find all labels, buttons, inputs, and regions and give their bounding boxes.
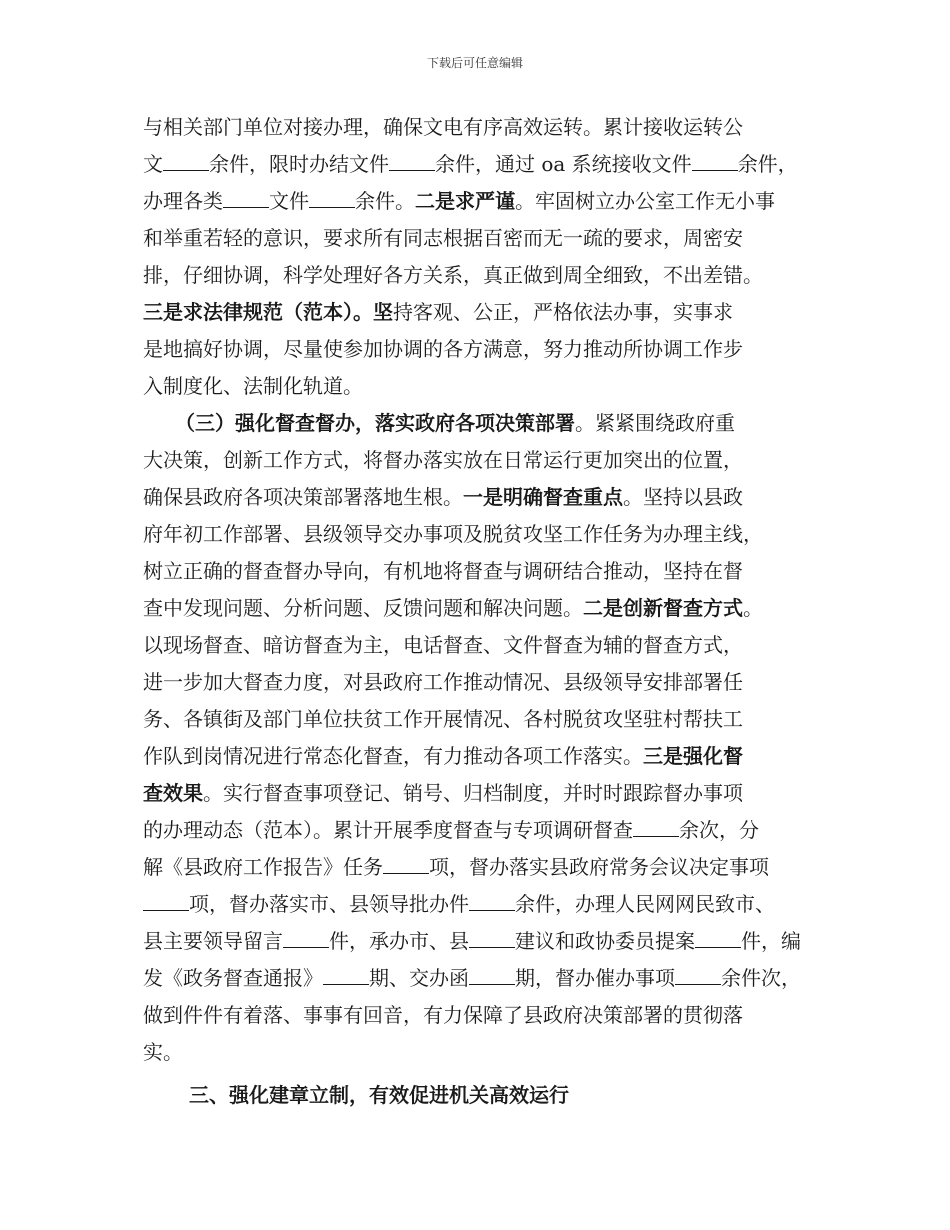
- text-run: 期，督办催办事项: [515, 966, 675, 990]
- text-run: 务、各镇街及部门单位扶贫工作开展情况、各村脱贫攻坚驻村帮扶工: [143, 707, 743, 731]
- text-run: 期、交办函: [369, 966, 469, 990]
- text-run: 和举重若轻的意识，要求所有同志根据百密而无一疏的要求，周密安: [143, 226, 743, 250]
- fill-in-blank: [223, 189, 269, 208]
- text-run: 余次，分: [679, 818, 759, 842]
- bold-text: 二是创新督查方式: [583, 596, 743, 620]
- text-run: 余件，限时办结文件: [209, 152, 389, 176]
- text-run: 查中发现问题、分析问题、反馈问题和解决问题。: [143, 596, 583, 620]
- text-run: 作队到岗情况进行常态化督查，有力推动各项工作落实。: [143, 744, 643, 768]
- text-run: 入制度化、法制化轨道。: [143, 374, 363, 398]
- text-line: [143, 183, 833, 220]
- fill-in-blank: [633, 818, 679, 837]
- text-line: [143, 109, 833, 146]
- text-run: 大决策，创新工作方式，将督办落实放在日常运行更加突出的位置，: [143, 448, 743, 472]
- text-line: [143, 479, 833, 516]
- text-line: [143, 442, 833, 479]
- text-run: 。实行督查事项登记、销号、归档制度，并时时跟踪督办事项: [203, 781, 743, 805]
- section-heading: 三、强化建章立制，有效促进机关高效运行: [189, 1083, 569, 1107]
- text-line: [143, 812, 833, 849]
- text-run: 是地搞好协调，尽量使参加协调的各方满意，努力推动所协调工作步: [143, 337, 743, 361]
- text-line: [143, 997, 833, 1034]
- fill-in-blank: [675, 966, 721, 985]
- text-run: 余件，: [737, 152, 798, 176]
- fill-in-blank: [469, 966, 515, 985]
- text-line: [143, 923, 833, 960]
- text-run: 办理各类: [143, 189, 223, 213]
- fill-in-blank: [163, 152, 209, 171]
- text-run: 文: [143, 152, 163, 176]
- text-line: [143, 553, 833, 590]
- text-run: 确保县政府各项决策部署落地生根。: [143, 485, 463, 509]
- fill-in-blank: [469, 892, 515, 911]
- text-line: [143, 701, 833, 738]
- text-line: [143, 331, 833, 368]
- text-line: [143, 516, 833, 553]
- fill-in-blank: [695, 929, 741, 948]
- paragraph-2: [143, 405, 833, 1071]
- fill-in-blank: [143, 892, 189, 911]
- text-line: [143, 257, 833, 294]
- fill-in-blank: [469, 929, 515, 948]
- text-line: [143, 738, 833, 775]
- text-run: 项，督办落实县政府常务会议决定事项: [429, 855, 769, 879]
- bold-text: 查效果: [143, 781, 203, 805]
- text-run: 与相关部门单位对接办理，确保文电有序高效运转。累计接收运转公: [143, 115, 743, 139]
- text-run: 实。: [143, 1040, 183, 1064]
- document-body: [143, 109, 833, 1114]
- text-run: 进一步加大督查力度，对县政府工作推动情况、县级领导安排部署任: [143, 670, 743, 694]
- fill-in-blank: [309, 189, 355, 208]
- text-run: 余件。: [355, 189, 415, 213]
- bold-text: 二是求严谨: [415, 189, 515, 213]
- text-run: 文件: [269, 189, 309, 213]
- fill-in-blank: [692, 152, 738, 171]
- text-line: [143, 220, 833, 257]
- text-run: 县主要领导留言: [143, 929, 283, 953]
- text-line: [143, 368, 833, 405]
- text-run: 件，承办市、县: [329, 929, 469, 953]
- text-run: 的办理动态（范本）。累计开展季度督查与专项调研督查: [143, 818, 633, 842]
- text-run: 余件，通过 oa 系统接收文件: [435, 152, 692, 176]
- bold-text: （三）强化督查督办，落实政府各项决策部署: [175, 411, 575, 435]
- text-line: [143, 960, 833, 997]
- text-run: 建议和政协委员提案: [515, 929, 695, 953]
- text-line: [143, 590, 833, 627]
- text-run: 项，督办落实市、县领导批办件: [189, 892, 469, 916]
- fill-in-blank: [383, 855, 429, 874]
- text-run: 树立正确的督查督办导向，有机地将督查与调研结合推动，坚持在督: [143, 559, 743, 583]
- text-run: 持客观、公正，严格依法办事，实事求: [393, 300, 733, 324]
- text-line: [143, 405, 833, 442]
- text-line: [143, 146, 833, 183]
- text-run: 余件，办理人民网网民致市、: [515, 892, 775, 916]
- text-run: 做到件件有着落、事事有回音，有力保障了县政府决策部署的贯彻落: [143, 1003, 743, 1027]
- text-run: 发《政务督查通报》: [143, 966, 323, 990]
- fill-in-blank: [389, 152, 435, 171]
- page-header: 下载后可任意编辑: [426, 56, 523, 70]
- text-line: [143, 775, 833, 812]
- text-run: 府年初工作部署、县级领导交办事项及脱贫攻坚工作任务为办理主线，: [143, 522, 763, 546]
- text-run: 以现场督查、暗访督查为主，电话督查、文件督查为辅的督查方式，: [143, 633, 743, 657]
- text-line: [143, 1034, 833, 1071]
- text-line: [143, 849, 833, 886]
- text-run: 。牢固树立办公室工作无小事: [515, 189, 775, 213]
- text-run: 排，仔细协调，科学处理好各方关系，真正做到周全细致，不出差错。: [143, 263, 763, 287]
- bold-text: 三是求法律规范（范本）。坚: [143, 300, 393, 324]
- text-run: 。坚持以县政: [623, 485, 743, 509]
- text-run: 解《县政府工作报告》任务: [143, 855, 383, 879]
- text-run: 余件次，: [721, 966, 801, 990]
- text-line: [143, 886, 833, 923]
- text-run: 。: [743, 596, 763, 620]
- text-line: [143, 294, 833, 331]
- bold-text: 三是强化督: [643, 744, 743, 768]
- text-run: 件，编: [741, 929, 801, 953]
- bold-text: 一是明确督查重点: [463, 485, 623, 509]
- fill-in-blank: [283, 929, 329, 948]
- fill-in-blank: [323, 966, 369, 985]
- text-line: [143, 664, 833, 701]
- text-line: [143, 627, 833, 664]
- paragraph-1: [143, 109, 833, 405]
- text-run: 。紧紧围绕政府重: [575, 411, 735, 435]
